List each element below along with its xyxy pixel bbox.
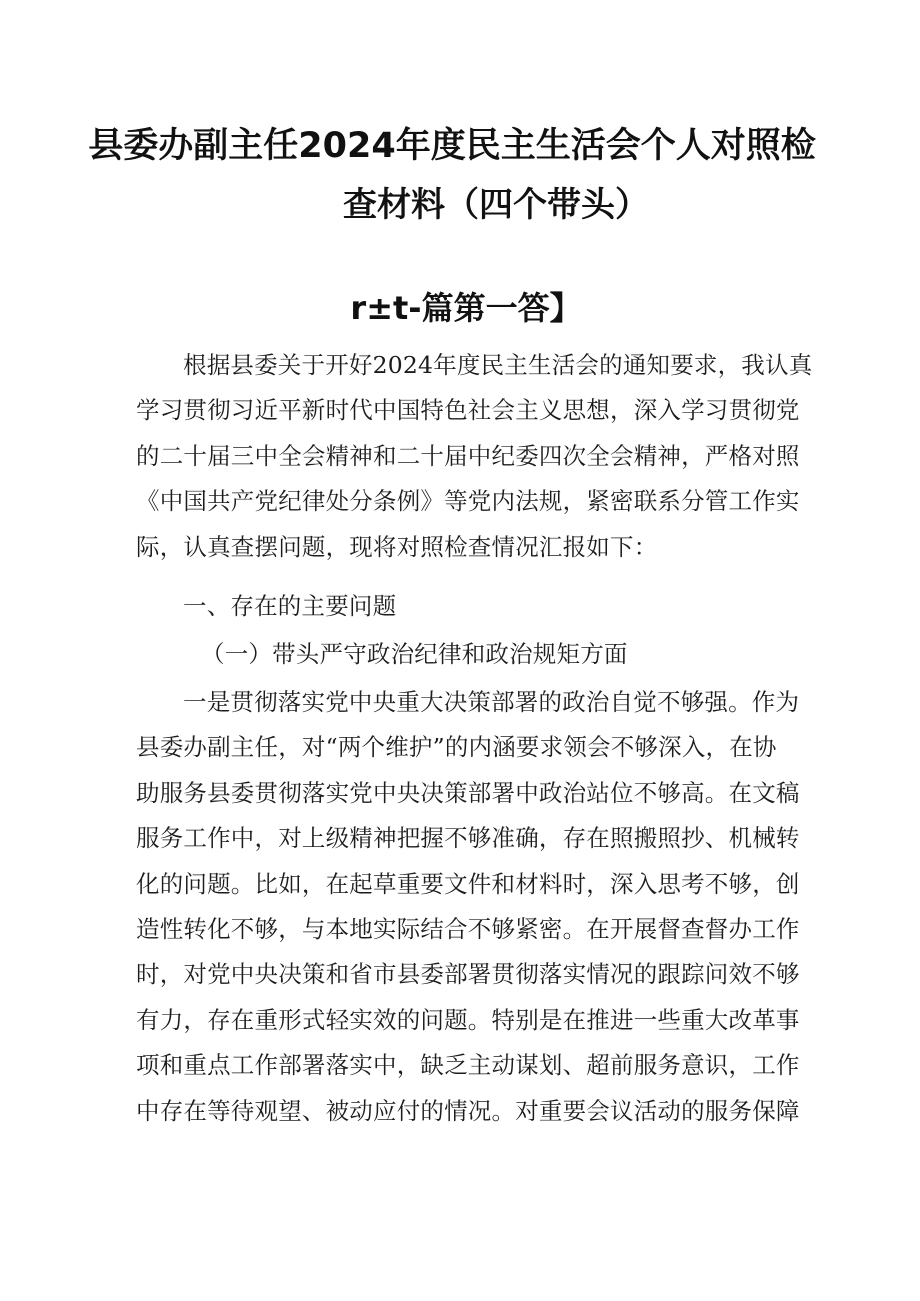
point-line: 县委办副主任，对“两个维护”的内涵要求领会不够深入，在协 — [136, 733, 777, 762]
point-line: 有力，存在重形式轻实效的问题。特别是在推进一些重大改革事 — [136, 1005, 800, 1034]
document-title-line-1: 县委办副主任2024年度民主生活会个人对照检 — [88, 126, 816, 166]
intro-line: 际，认真查摆问题，现将对照检查情况汇报如下： — [136, 532, 658, 561]
intro-line: 学习贯彻习近平新时代中国特色社会主义思想，深入学习贯彻党 — [136, 396, 800, 425]
point-line: 时，对党中央决策和省市县委部署贯彻落实情况的跟踪问效不够 — [136, 960, 800, 989]
point-line: 项和重点工作部署落实中，缺乏主动谋划、超前服务意识，工作 — [136, 1051, 800, 1080]
section-heading — [136, 584, 792, 629]
point-line: 一是贯彻落实党中央重大决策部署的政治自觉不够强。作为 — [183, 688, 800, 716]
point-line: 化的问题。比如，在起草重要文件和材料时，深入思考不够，创 — [136, 869, 800, 898]
point-line: 中存在等待观望、被动应付的情况。对重要会议活动的服务保障 — [136, 1096, 800, 1125]
point-line: 助服务县委贯彻落实党中央决策部署中政治站位不够高。在文稿 — [136, 778, 800, 807]
point-paragraph — [136, 680, 800, 1134]
point-line: 服务工作中，对上级精神把握不够准确，存在照搬照抄、机械转 — [136, 824, 800, 853]
section-heading-text: 一、存在的主要问题 — [183, 592, 397, 620]
document-title-line-3: r±t-篇第一答】 — [350, 289, 582, 327]
intro-line: 的二十届三中全会精神和二十届中纪委四次全会精神，严格对照 — [136, 441, 800, 470]
intro-line: 《中国共产党纪律处分条例》等党内法规，紧密联系分管工作实 — [136, 487, 800, 516]
intro-line: 根据县委关于开好2024年度民主生活会的通知要求，我认真 — [183, 351, 813, 379]
subsection-heading-text: （一）带头严守政治纪律和政治规矩方面 — [201, 640, 628, 668]
subsection-heading — [136, 632, 792, 677]
document-title-line-2: 查材料（四个带头） — [343, 185, 649, 225]
point-line: 造性转化不够，与本地实际结合不够紧密。在开展督查督办工作 — [136, 915, 800, 944]
intro-paragraph — [136, 343, 813, 570]
